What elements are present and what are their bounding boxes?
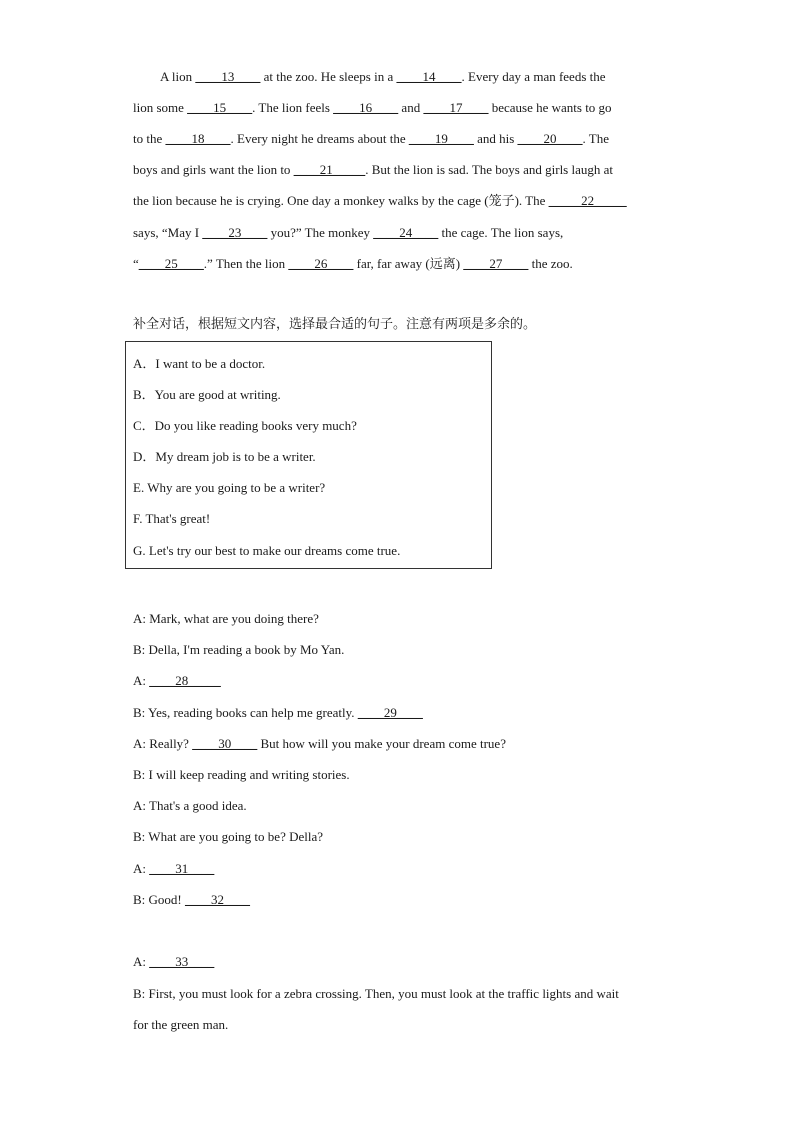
story-text: . Every day a man feeds the — [461, 69, 606, 84]
option-d: D．My dream job is to be a writer. — [133, 449, 316, 464]
dialogue2-line — [133, 954, 214, 970]
blank-29: ____29____ — [357, 705, 423, 720]
blank-22: _____22_____ — [548, 193, 627, 208]
option-g: G. Let's try our best to make our dreams come true. — [133, 543, 401, 558]
dialogue-text: B: First, you must look for a zebra crossing. Then, you must look at the traffic lights and wait — [133, 986, 619, 1001]
story-text: . But the lion is sad. The boys and girls laugh at — [365, 162, 614, 177]
option-b: B．You are good at writing. — [133, 387, 281, 402]
story-line-3 — [133, 131, 609, 147]
dialogue-text: A: — [133, 954, 150, 969]
dialogue2-line — [133, 1017, 228, 1033]
dialogue-line — [133, 829, 323, 845]
story-text: because he wants to go — [488, 100, 612, 115]
blank-20: ____20____ — [517, 131, 583, 146]
dialogue-line — [133, 767, 350, 783]
story-text: you?” The monkey — [267, 225, 374, 240]
dialogue-text: B: Della, I'm reading a book by Mo Yan. — [133, 642, 345, 657]
story-text: and his — [473, 131, 518, 146]
story-text: . The — [582, 131, 610, 146]
story-text: at the zoo. He sleeps in a — [260, 69, 397, 84]
blank-18: ____18____ — [165, 131, 231, 146]
dialogue-text: But how will you make your dream come true? — [257, 736, 506, 751]
dialogue-text: A: Really? — [133, 736, 193, 751]
dialogue-text: A: That's a good idea. — [133, 798, 247, 813]
blank-24: ____24____ — [373, 225, 439, 240]
blank-30: ____30____ — [192, 736, 258, 751]
blank-32: ____32____ — [185, 892, 250, 907]
section-instruction: 补全对话，根据短文内容，选择最合适的句子。注意有两项是多余的。 — [133, 317, 537, 332]
story-text: says, “May I — [133, 225, 203, 240]
story-text: to the — [133, 131, 166, 146]
blank-14: ____14____ — [396, 69, 462, 84]
option-f: F. That's great! — [133, 511, 211, 526]
blank-31: ____31____ — [149, 861, 215, 876]
dialogue2-line — [133, 986, 619, 1002]
story-text: and — [398, 100, 424, 115]
blank-13: ____13____ — [195, 69, 261, 84]
dialogue-line — [133, 736, 506, 752]
dialogue-line — [133, 705, 423, 721]
dialogue-line — [133, 673, 221, 689]
story-text: .” Then the lion — [203, 256, 289, 271]
blank-23: ____23____ — [202, 225, 268, 240]
option-c: C．Do you like reading books very much? — [133, 418, 357, 433]
story-line-7 — [133, 256, 573, 272]
dialogue-text: B: What are you going to be? Della? — [133, 829, 324, 844]
dialogue-text: for the green man. — [133, 1017, 229, 1032]
options-box — [125, 341, 492, 569]
story-line-1 — [160, 69, 606, 85]
story-line-5 — [133, 193, 627, 209]
blank-25: ____25____ — [138, 256, 204, 271]
blank-17: ____17____ — [423, 100, 489, 115]
dialogue-text: B: Good! — [133, 892, 185, 907]
story-text: . Every night he dreams about the — [230, 131, 409, 146]
blank-19: ____19____ — [408, 131, 474, 146]
story-line-6 — [133, 225, 563, 241]
dialogue-text: B: Yes, reading books can help me greatly. — [133, 705, 358, 720]
story-text: lion some — [133, 100, 188, 115]
story-text: boys and girls want the lion to — [133, 162, 294, 177]
story-text: “ — [133, 256, 139, 271]
blank-26: ____26____ — [288, 256, 354, 271]
blank-21: ____21_____ — [293, 162, 366, 177]
story-text: A lion — [160, 69, 196, 84]
dialogue-line — [133, 798, 247, 814]
dialogue-line — [133, 892, 250, 908]
option-a: A．I want to be a doctor. — [133, 356, 266, 371]
story-text: the lion because he is crying. One day a monkey walks by the cage (笼子). The — [133, 193, 549, 208]
story-text: far, far away (远离) — [353, 256, 464, 271]
story-line-2 — [133, 100, 612, 116]
dialogue-text: A: — [133, 861, 150, 876]
story-text: . The lion feels — [252, 100, 334, 115]
blank-16: ____16____ — [333, 100, 399, 115]
dialogue-line — [133, 861, 214, 877]
option-e: E. Why are you going to be a writer? — [133, 480, 326, 495]
dialogue-text: B: I will keep reading and writing stories. — [133, 767, 350, 782]
blank-15: ____15____ — [187, 100, 253, 115]
blank-27: ____27____ — [463, 256, 529, 271]
blank-28: ____28_____ — [149, 673, 221, 688]
dialogue-text: A: Mark, what are you doing there? — [133, 611, 319, 626]
dialogue-text: A: — [133, 673, 150, 688]
story-text: the cage. The lion says, — [438, 225, 564, 240]
story-text: the zoo. — [528, 256, 573, 271]
dialogue-line — [133, 611, 319, 627]
story-line-4 — [133, 162, 613, 178]
blank-33: ____33____ — [149, 954, 215, 969]
dialogue-line — [133, 642, 344, 658]
